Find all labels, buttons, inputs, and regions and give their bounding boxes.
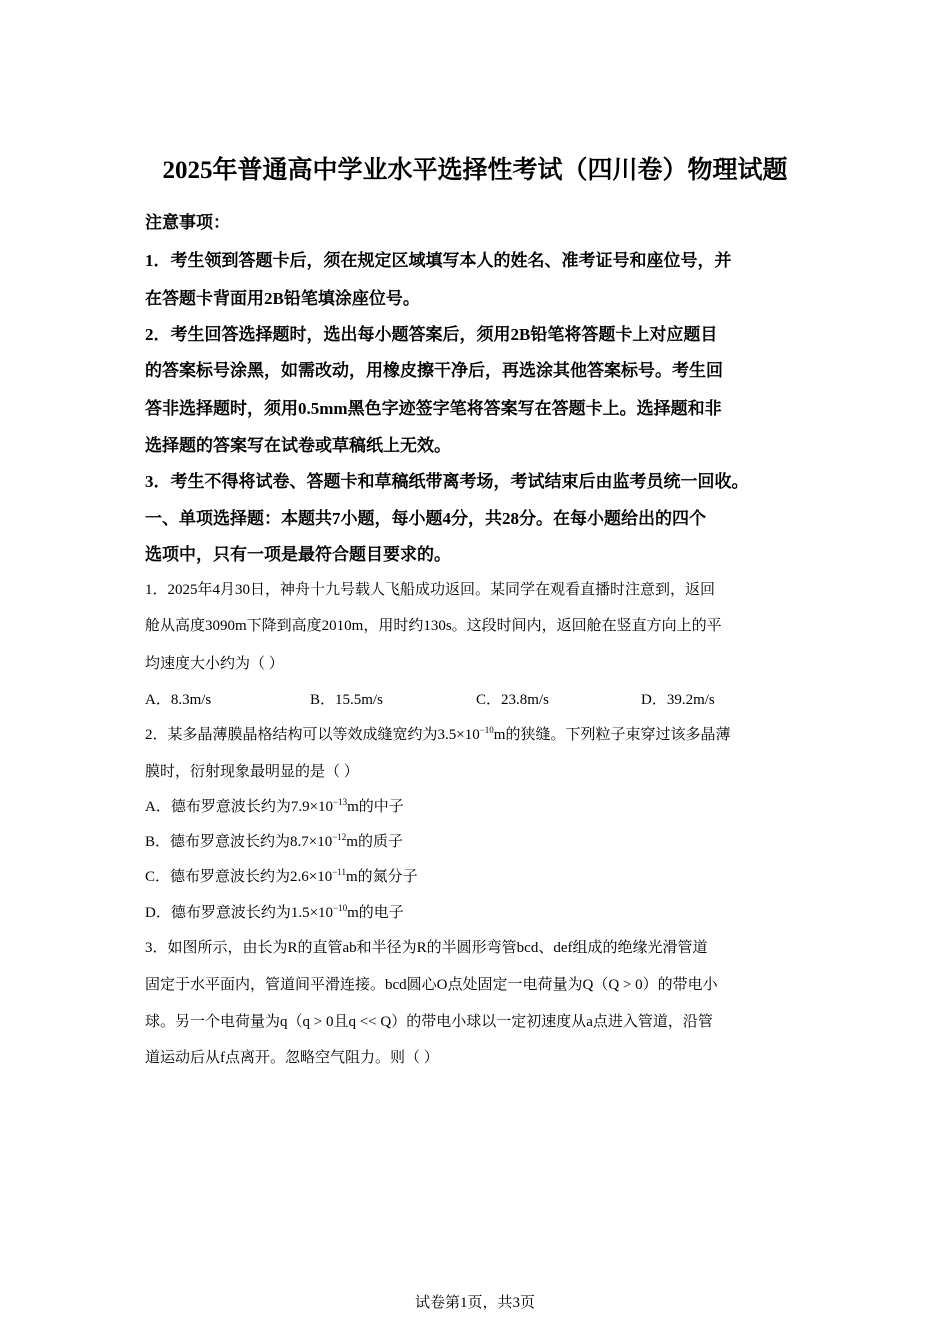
question-2-option-a <box>145 795 404 816</box>
section-heading-line: 一、单项选择题：本题共7小题，每小题4分，共28分。在每小题给出的四个 <box>145 509 706 528</box>
question-2-option-b <box>145 830 403 851</box>
question-2-text: 2．某多晶薄膜晶格结构可以等效成缝宽约为3.5×10 <box>145 727 480 743</box>
question-1-option-a: A．8.3m/s <box>145 692 212 708</box>
question-2-line <box>145 723 730 744</box>
exponent: −13 <box>333 797 348 807</box>
exponent: −10 <box>333 903 348 913</box>
option-text: C．德布罗意波长约为2.6×10 <box>145 869 333 885</box>
exponent: −12 <box>332 832 347 842</box>
option-text: m的电子 <box>347 905 404 921</box>
question-2-line: 膜时，衍射现象最明显的是（ ） <box>145 764 359 780</box>
exponent: −11 <box>332 867 346 877</box>
notice-line: 1．考生领到答题卡后，须在规定区域填写本人的姓名、准考证号和座位号，并 <box>145 251 732 270</box>
exponent: −10 <box>479 725 494 735</box>
question-3-line: 球。另一个电荷量为q（q > 0且q << Q）的带电小球以一定初速度从a点进入管道，沿管 <box>145 1014 713 1030</box>
notice-heading: 注意事项： <box>145 213 230 232</box>
question-1-line: 均速度大小约为（ ） <box>145 656 284 672</box>
question-1-line: 1．2025年4月30日，神舟十九号载人飞船成功返回。某同学在观看直播时注意到，返回 <box>145 582 716 598</box>
option-text: m的质子 <box>346 834 403 850</box>
page-footer: 试卷第1页，共3页 <box>414 1295 535 1311</box>
question-2-option-d <box>145 901 404 922</box>
question-3-line: 道运动后从f点离开。忽略空气阻力。则（ ） <box>145 1050 439 1066</box>
option-text: D．德布罗意波长约为1.5×10 <box>145 905 334 921</box>
notice-line: 3．考生不得将试卷、答题卡和草稿纸带离考场，考试结束后由监考员统一回收。 <box>145 472 749 491</box>
question-3-line: 固定于水平面内，管道间平滑连接。bcd圆心O点处固定一电荷量为Q（Q > 0）的带电小 <box>145 977 718 993</box>
option-text: A．德布罗意波长约为7.9×10 <box>145 799 334 815</box>
option-text: m的中子 <box>347 799 404 815</box>
option-text: B．德布罗意波长约为8.7×10 <box>145 834 333 850</box>
question-3-line: 3．如图所示，由长为R的直管ab和半径为R的半圆形弯管bcd、def组成的绝缘光滑管道 <box>145 940 708 956</box>
question-1-line: 舱从高度3090m下降到高度2010m，用时约130s。这段时间内，返回舱在竖直方向上的平 <box>145 618 722 634</box>
notice-line: 选择题的答案写在试卷或草稿纸上无效。 <box>145 436 451 455</box>
section-heading-line: 选项中，只有一项是最符合题目要求的。 <box>145 545 451 564</box>
question-2-text: m的狭缝。下列粒子束穿过该多晶薄 <box>493 727 731 743</box>
notice-line: 答非选择题时，须用0.5mm黑色字迹签字笔将答案写在答题卡上。选择题和非 <box>145 399 722 418</box>
question-1-option-b: B．15.5m/s <box>310 692 383 708</box>
question-1-option-d: D．39.2m/s <box>641 692 715 708</box>
option-text: m的氮分子 <box>345 869 418 885</box>
notice-line: 在答题卡背面用2B铅笔填涂座位号。 <box>145 289 420 308</box>
exam-title: 2025年普通高中学业水平选择性考试（四川卷）物理试题 <box>162 157 788 184</box>
question-2-option-c <box>145 865 418 886</box>
notice-line: 的答案标号涂黑，如需改动，用橡皮擦干净后，再选涂其他答案标号。考生回 <box>145 361 723 380</box>
notice-line: 2．考生回答选择题时，选出每小题答案后，须用2B铅笔将答题卡上对应题目 <box>145 325 718 344</box>
question-1-option-c: C．23.8m/s <box>476 692 549 708</box>
